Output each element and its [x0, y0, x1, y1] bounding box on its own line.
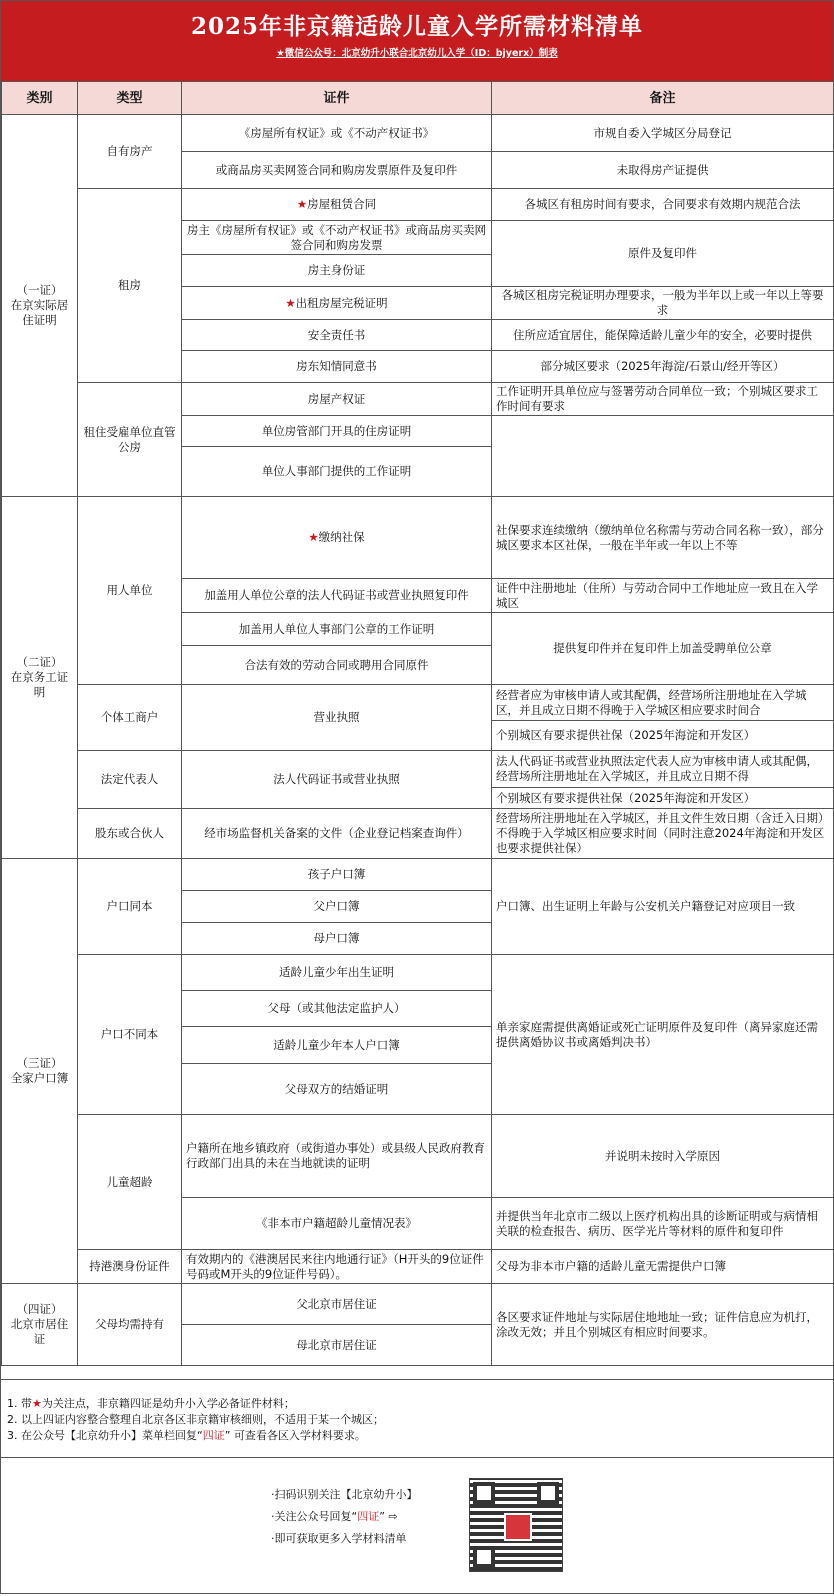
- note-cell: 市规自委入学城区分局登记: [492, 115, 834, 152]
- table-row: [2, 1250, 834, 1284]
- note-cell: 证件中注册地址（住所）与劳动合同中工作地址应一致且在入学城区: [492, 579, 834, 613]
- col-note: 备注: [492, 82, 834, 115]
- col-category: 类别: [2, 82, 78, 115]
- note-line-3: 3. 在公众号【北京幼升小】菜单栏回复“四证” 可查看各区入学材料要求。: [7, 1429, 366, 1442]
- doc-cell: 营业执照: [182, 685, 492, 751]
- note-cell: 经营者应为审核申请人或其配偶，经营场所注册地址在入学城区，并且成立日期不得晚于入学城区相应要求时间合: [492, 685, 834, 721]
- doc-cell: 母户口簿: [182, 923, 492, 955]
- doc-cell: 适龄儿童少年本人户口簿: [182, 1027, 492, 1064]
- doc-cell: ★房屋租赁合同: [182, 189, 492, 221]
- note-cell: 各城区有租房时间有要求，合同要求有效期内规范合法: [492, 189, 834, 221]
- table-row: [2, 1284, 834, 1325]
- materials-table: [1, 81, 834, 1366]
- doc-cell: 父北京市居住证: [182, 1284, 492, 1325]
- doc-cell: 有效期内的《港澳居民来往内地通行证》（H开头的9位证件号码或M开头的9位证件号码）。: [182, 1250, 492, 1284]
- doc-cell: 加盖用人单位公章的法人代码证书或营业执照复印件: [182, 579, 492, 613]
- title-banner: [1, 1, 833, 81]
- type-cell: 父母均需持有: [78, 1284, 182, 1366]
- footer-text: [271, 1484, 418, 1550]
- note-cell: 各区要求证件地址与实际居住地地址一致；证件信息应为机打，涂改无效；并且个别城区有相应时间要求。: [492, 1284, 834, 1366]
- col-document: 证件: [182, 82, 492, 115]
- footer-line-2: ·关注公众号回复“四证” ⇨: [271, 1510, 398, 1523]
- note-cell-empty: [492, 416, 834, 497]
- doc-cell: ★缴纳社保: [182, 497, 492, 579]
- table-row: [2, 189, 834, 221]
- type-cell: 租住受雇单位直管公房: [78, 383, 182, 497]
- doc-cell: 房主身份证: [182, 255, 492, 287]
- note-cell: 经营场所注册地址在入学城区，并且文件生效日期（含迁入日期）不得晚于入学城区相应要求时间（同时注意2024年海淀和开发区也要求提供社保）: [492, 809, 834, 859]
- doc-cell: 父户口簿: [182, 891, 492, 923]
- footer-line-3: ·即可获取更多入学材料清单: [271, 1532, 407, 1545]
- type-cell: 户口不同本: [78, 955, 182, 1115]
- doc-cell: 合法有效的劳动合同或聘用合同原件: [182, 646, 492, 685]
- table-row: [2, 115, 834, 152]
- note-cell: 部分城区要求（2025年海淀/石景山/经开等区）: [492, 351, 834, 383]
- table-row: [2, 383, 834, 416]
- doc-cell: 适龄儿童少年出生证明: [182, 955, 492, 991]
- note-line-1: 1. 带★为关注点，非京籍四证是幼升小入学必备证件材料；: [7, 1397, 295, 1410]
- notes: [1, 1379, 833, 1457]
- table-row: [2, 685, 834, 721]
- type-cell: 儿童超龄: [78, 1115, 182, 1250]
- note-cell: 户口簿、出生证明上年龄与公安机关户籍登记对应项目一致: [492, 859, 834, 955]
- footer-line-1: ·扫码识别关注【北京幼升小】: [271, 1488, 418, 1501]
- type-cell: 持港澳身份证件: [78, 1250, 182, 1284]
- note-cell: 提供复印件并在复印件上加盖受聘单位公章: [492, 613, 834, 685]
- doc-cell: 法人代码证书或营业执照: [182, 751, 492, 809]
- table-row: [2, 1115, 834, 1198]
- doc-cell: 《非本市户籍超龄儿童情况表》: [182, 1198, 492, 1250]
- qr-code-icon[interactable]: [469, 1478, 563, 1572]
- note-cell: 各城区租房完税证明办理要求，一般为半年以上或一年以上等要求: [492, 287, 834, 320]
- qr-logo: [504, 1513, 532, 1541]
- table-row: [2, 859, 834, 891]
- doc-cell: 或商品房买卖网签合同和购房发票原件及复印件: [182, 152, 492, 189]
- category-cell: （三证） 全家户口簿: [2, 859, 78, 1284]
- doc-cell: 房东知情同意书: [182, 351, 492, 383]
- doc-cell: 父母（或其他法定监护人）: [182, 991, 492, 1027]
- doc-cell: 房主《房屋所有权证》或《不动产权证书》或商品房买卖网签合同和购房发票: [182, 221, 492, 255]
- qr-finder: [537, 1482, 559, 1504]
- doc-cell: 加盖用人单位人事部门公章的工作证明: [182, 613, 492, 646]
- doc-cell: 经市场监督机关备案的文件（企业登记档案查询件）: [182, 809, 492, 859]
- col-type: 类型: [78, 82, 182, 115]
- doc-cell: ★出租房屋完税证明: [182, 287, 492, 320]
- note-cell: 法人代码证书或营业执照法定代表人应为审核申请人或其配偶，经营场所注册地址在入学城区，并且成立日期不得: [492, 751, 834, 788]
- table-row: [2, 809, 834, 859]
- type-cell: 租房: [78, 189, 182, 383]
- type-cell: 法定代表人: [78, 751, 182, 809]
- table-row: [2, 497, 834, 579]
- table-row: [2, 955, 834, 991]
- note-line-2: 2. 以上四证内容整合整理自北京各区非京籍审核细则，不适用于某一个城区；: [7, 1413, 384, 1426]
- note-cell: 原件及复印件: [492, 221, 834, 287]
- star-icon: ★: [285, 295, 296, 310]
- type-cell: 用人单位: [78, 497, 182, 685]
- doc-cell: 《房屋所有权证》或《不动产权证书》: [182, 115, 492, 152]
- type-cell: 股东或合伙人: [78, 809, 182, 859]
- note-cell: 个别城区有要求提供社保（2025年海淀和开发区）: [492, 788, 834, 809]
- doc-cell: 户籍所在地乡镇政府（或街道办事处）或县级人民政府教育行政部门出具的未在当地就读的证明: [182, 1115, 492, 1198]
- type-cell: 个体工商户: [78, 685, 182, 751]
- qr-finder: [473, 1482, 495, 1504]
- type-cell: 自有房产: [78, 115, 182, 189]
- category-cell: （二证） 在京务工证明: [2, 497, 78, 859]
- note-cell: 工作证明开具单位应与签署劳动合同单位一致；个别城区要求工作时间有要求: [492, 383, 834, 416]
- doc-cell: 母北京市居住证: [182, 1325, 492, 1366]
- note-cell: 并说明未按时入学原因: [492, 1115, 834, 1198]
- note-cell: 住所应适宜居住，能保障适龄儿童少年的安全，必要时提供: [492, 320, 834, 351]
- table-header: [2, 82, 834, 115]
- note-cell: 单亲家庭需提供离婚证或死亡证明原件及复印件（离异家庭还需提供离婚协议书或离婚判决书）: [492, 955, 834, 1115]
- doc-cell: 孩子户口簿: [182, 859, 492, 891]
- type-cell: 户口同本: [78, 859, 182, 955]
- footer: [1, 1457, 833, 1596]
- star-icon: ★: [296, 197, 308, 211]
- page-subtitle: ★微信公众号：北京幼升小联合北京幼儿入学（ID：bjyerx）制表: [276, 48, 558, 59]
- category-cell: （四证） 北京市居住证: [2, 1284, 78, 1366]
- star-icon: ★: [32, 1397, 42, 1410]
- note-cell: 父母为非本市户籍的适龄儿童无需提供户口簿: [492, 1250, 834, 1284]
- qr-finder: [473, 1546, 495, 1568]
- note-cell: 未取得房产证提供: [492, 152, 834, 189]
- doc-cell: 房屋产权证: [182, 383, 492, 416]
- table-row: [2, 751, 834, 788]
- doc-cell: 安全责任书: [182, 320, 492, 351]
- note-cell: 并提供当年北京市二级以上医疗机构出具的诊断证明或与病情相关联的检查报告、病历、医学光片等材料的原件和复印件: [492, 1198, 834, 1250]
- star-icon: ★: [308, 530, 319, 544]
- category-cell: （一证） 在京实际居住证明: [2, 115, 78, 497]
- page-title: 2025年非京籍适龄儿童入学所需材料清单: [190, 13, 643, 40]
- note-cell: 社保要求连续缴纳（缴纳单位名称需与劳动合同名称一致），部分城区要求本区社保，一般在半年或一年以上不等: [492, 497, 834, 579]
- note-cell: 个别城区有要求提供社保（2025年海淀和开发区）: [492, 721, 834, 751]
- doc-cell: 单位人事部门提供的工作证明: [182, 447, 492, 497]
- doc-cell: 单位房管部门开具的住房证明: [182, 416, 492, 447]
- doc-cell: 父母双方的结婚证明: [182, 1064, 492, 1115]
